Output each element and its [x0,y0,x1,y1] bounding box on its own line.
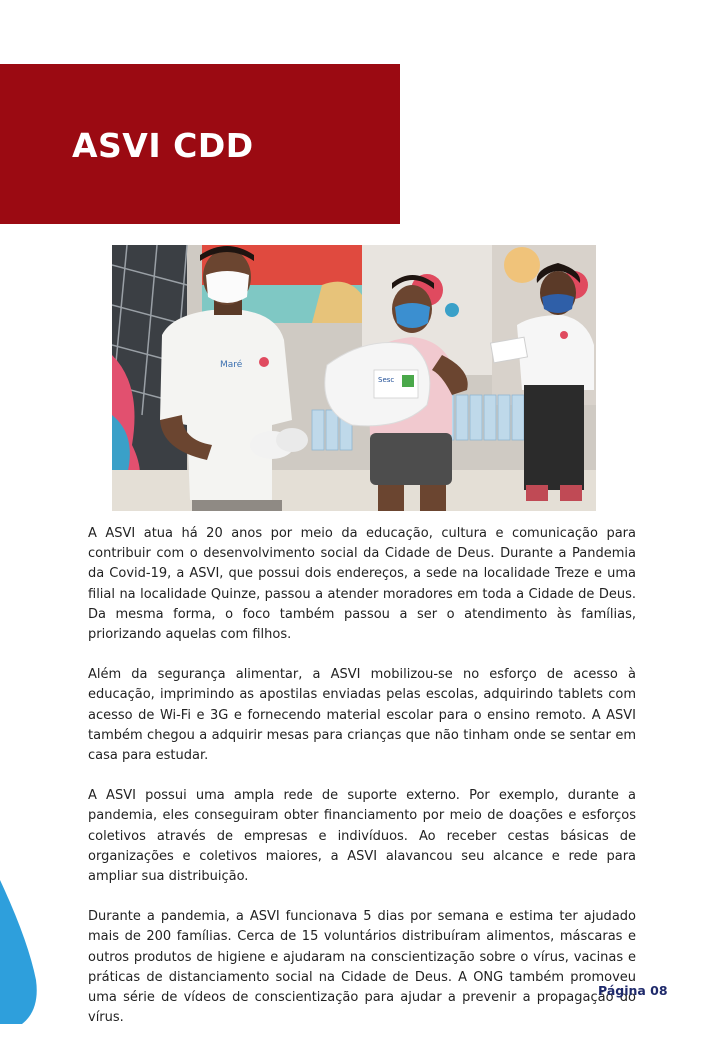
volunteers-photo [112,245,596,511]
article-body [88,524,636,1048]
decorative-blue-shape [0,880,40,1024]
paragraph-3: A ASVI possui uma ampla rede de suporte externo. Por exemplo, durante a pandemia, eles conseguiram obter financiamento por meio de doações e esforços coletivos através de empresas e indivíduos. Ao receber cestas básicas de organizações e coletivos maiores, a ASVI alavancou seu alcance e rede para ampliar sua distribuição. [88,788,636,885]
paragraph-1: A ASVI atua há 20 anos por meio da educação, cultura e comunicação para contribuir com o desenvolvimento social da Cidade de Deus. Durante a Pandemia da Covid-19, a ASVI, que possui dois endereços, a sede na localidade Treze e uma filial na localidade Quinze, passou a atender moradores em toda a Cidade de Deus. Da mesma forma, o foco também passou a ser o atendimento às famílias, priorizando aquelas com filhos. [88,526,636,643]
paragraph-2: Além da segurança alimentar, a ASVI mobilizou-se no esforço de acesso à educação, imprimindo as apostilas enviadas pelas escolas, adquirindo tablets com acesso de Wi-Fi e 3G e fornecendo material escolar para o ensino remoto. A ASVI também chegou a adquirir mesas para crianças que não tinham onde se sentar em casa para estudar. [88,667,636,764]
paragraph-4: Durante a pandemia, a ASVI funcionava 5 dias por semana e estima ter ajudado mais de 200 famílias. Cerca de 15 voluntários distribuíram alimentos, máscaras e outros produtos de higiene e ajudaram na conscientização sobre o vírus, vacinas e práticas de distanciamento social na Cidade de Deus. A ONG também promoveu uma série de vídeos de conscientização para ajudar a prevenir a propagação do vírus. [88,909,636,1026]
bag-label-text: Sesc [378,376,395,384]
shirt-logo-text: Maré [220,360,243,370]
page-title: ASVI CDD [72,126,254,165]
page-number: Página 08 [598,983,668,998]
